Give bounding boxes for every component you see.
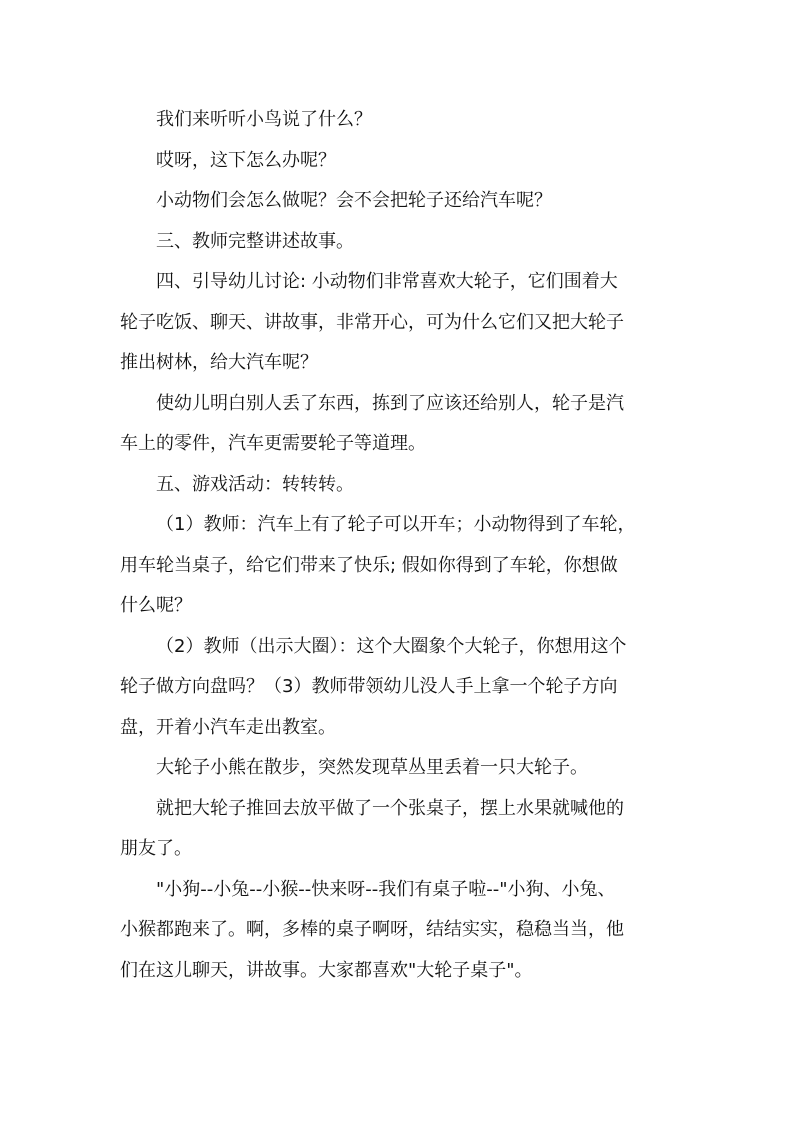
text-line: （1）教师：汽车上有了轮子可以开车；小动物得到了车轮，	[156, 514, 636, 535]
text-line: 哎呀，这下怎么办呢？	[156, 149, 336, 171]
text-line: 就把大轮子推回去放平做了一个张桌子，摆上水果就喊他的	[156, 797, 624, 819]
text-line: 什么呢？	[120, 595, 192, 616]
paragraph	[120, 141, 682, 182]
text-line: （2）教师（出示大圈）：这个大圈象个大轮子，你想用这个	[156, 635, 627, 657]
text-line: 五、游戏活动：转转转。	[156, 473, 354, 495]
document-body	[120, 100, 682, 991]
paragraph	[120, 870, 682, 992]
paragraph	[120, 100, 682, 141]
text-line: 四、引导幼儿讨论: 小动物们非常喜欢大轮子，它们围着大	[156, 271, 618, 292]
text-line: "小狗--小兔--小猴--快来呀--我们有桌子啦--"小狗、小兔、	[156, 878, 616, 900]
paragraph	[120, 181, 682, 222]
text-line: 小猴都跑来了。啊，多棒的桌子啊呀，结结实实，稳稳当当，他	[120, 919, 624, 940]
paragraph	[120, 505, 682, 627]
text-line: 盘，开着小汽车走出教室。	[120, 716, 336, 738]
text-line: 们在这儿聊天，讲故事。大家都喜欢"大轮子桌子"。	[120, 959, 533, 981]
paragraph	[120, 748, 682, 789]
text-line: 我们来听听小鸟说了什么？	[156, 109, 372, 130]
text-line: 推出树林，给大汽车呢？	[120, 352, 318, 373]
text-line: 使幼儿明白别人丢了东西，拣到了应该还给别人，轮子是汽	[156, 392, 624, 414]
paragraph	[120, 262, 682, 384]
paragraph	[120, 627, 682, 749]
text-line: 朋友了。	[120, 838, 192, 859]
text-line: 轮子做方向盘吗？（3）教师带领幼儿没人手上拿一个轮子方向	[120, 676, 618, 697]
text-line: 大轮子小熊在散步，突然发现草丛里丢着一只大轮子。	[156, 757, 588, 778]
text-line: 小动物们会怎么做呢？会不会把轮子还给汽车呢？	[156, 190, 552, 211]
paragraph	[120, 222, 682, 263]
text-line: 轮子吃饭、聊天、讲故事，非常开心，可为什么它们又把大轮子	[120, 311, 624, 333]
paragraph	[120, 465, 682, 506]
paragraph	[120, 384, 682, 465]
paragraph	[120, 789, 682, 870]
text-line: 车上的零件，汽车更需要轮子等道理。	[120, 433, 426, 454]
text-line: 用车轮当桌子，给它们带来了快乐; 假如你得到了车轮，你想做	[120, 554, 618, 576]
text-line: 三、教师完整讲述故事。	[156, 230, 354, 252]
